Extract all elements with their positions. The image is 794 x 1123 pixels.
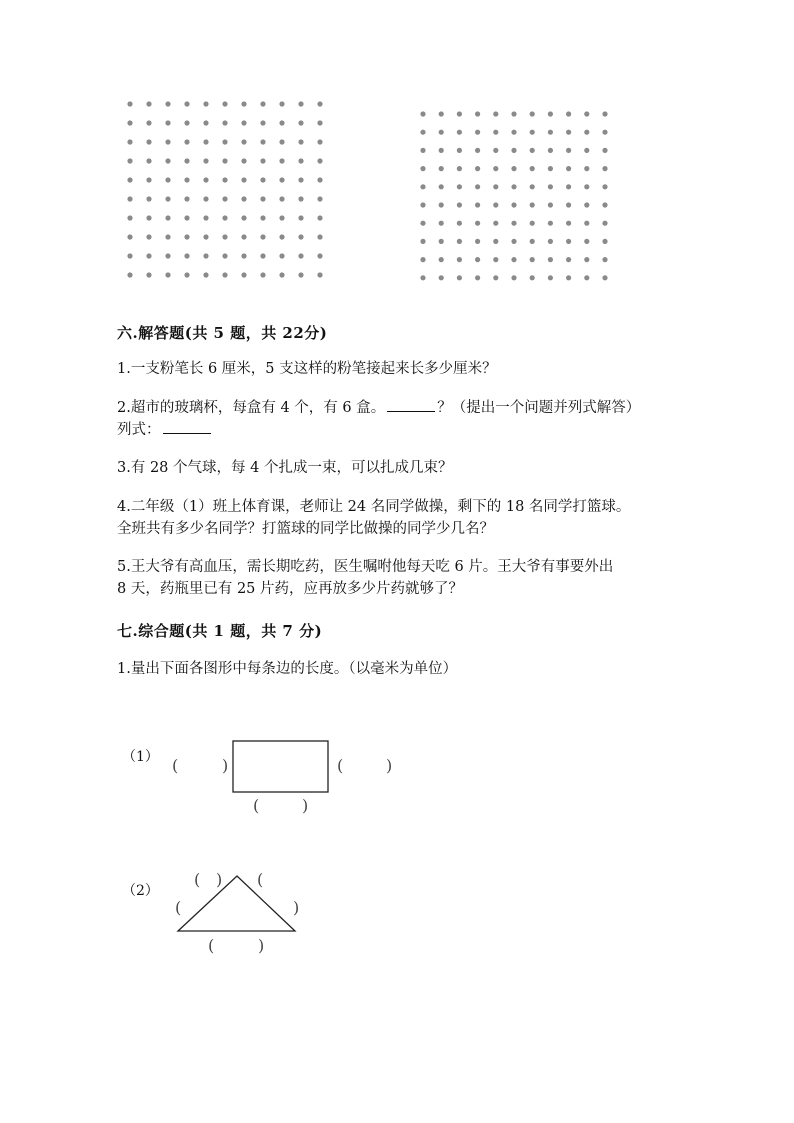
grid-dot — [184, 158, 189, 163]
grid-dot — [548, 184, 553, 189]
grid-dot — [127, 158, 132, 163]
question-text: 量出下面各图形中每条边的长度。（以毫米为单位） — [130, 661, 458, 677]
grid-dot — [530, 111, 535, 116]
grid-dot — [241, 272, 246, 277]
grid-dot — [279, 177, 284, 182]
grid-dot — [475, 184, 480, 189]
question-text: 超市的玻璃杯，每盒有 4 个，有 6 盒。 — [130, 400, 386, 416]
grid-dot — [203, 234, 208, 239]
grid-dot — [222, 120, 227, 125]
grid-dot — [493, 275, 498, 280]
grid-dot — [279, 139, 284, 144]
grid-dot — [298, 215, 303, 220]
grid-dot — [566, 184, 571, 189]
question-number: 5. — [117, 559, 131, 575]
question-6-4 — [117, 496, 717, 540]
grid-dot — [127, 177, 132, 182]
question-7-1 — [117, 658, 717, 680]
grid-dot — [511, 111, 516, 116]
grid-dot — [548, 221, 553, 226]
grid-dot — [439, 239, 444, 244]
formula-blank[interactable] — [163, 419, 211, 434]
grid-dot — [146, 196, 151, 201]
grid-dot — [184, 120, 189, 125]
grid-dot — [165, 253, 170, 258]
grid-dot — [530, 257, 535, 262]
grid-dot — [127, 234, 132, 239]
grid-dot — [584, 221, 589, 226]
grid-dot — [457, 221, 462, 226]
section-seven-title: 七.综合题(共 1 题，共 7 分) — [117, 622, 323, 640]
grid-dot — [279, 158, 284, 163]
question-number: 1. — [117, 361, 131, 377]
grid-dot — [530, 202, 535, 207]
grid-dot — [548, 130, 553, 135]
grid-dot — [584, 184, 589, 189]
grid-dot — [493, 184, 498, 189]
grid-dot — [184, 177, 189, 182]
grid-dot — [584, 148, 589, 153]
grid-dot — [184, 196, 189, 201]
grid-dot — [146, 101, 151, 106]
grid-dot — [439, 111, 444, 116]
grid-dot — [279, 215, 284, 220]
grid-dot — [475, 275, 480, 280]
grid-dot — [548, 166, 553, 171]
right-paren: ) — [293, 898, 300, 917]
grid-dot — [457, 111, 462, 116]
grid-dot — [146, 272, 151, 277]
grid-dot — [317, 120, 322, 125]
grid-dot — [511, 202, 516, 207]
grid-dot — [146, 158, 151, 163]
grid-dot — [146, 253, 151, 258]
grid-dot — [566, 130, 571, 135]
grid-dot — [260, 215, 265, 220]
grid-dot — [260, 234, 265, 239]
question-number: 3. — [117, 460, 131, 476]
question-text: 8 天，药瓶里已有 25 片药，应再放多少片药就够了？ — [117, 581, 464, 597]
grid-dot — [548, 111, 553, 116]
grid-dot — [241, 253, 246, 258]
grid-dot — [457, 202, 462, 207]
grid-dot — [317, 196, 322, 201]
grid-dot — [602, 257, 607, 262]
grid-dot — [165, 196, 170, 201]
grid-dot — [530, 275, 535, 280]
right-paren: ) — [302, 796, 309, 815]
grid-dot — [420, 275, 425, 280]
grid-dot — [602, 148, 607, 153]
question-number: 2. — [117, 400, 131, 416]
grid-dot — [146, 215, 151, 220]
grid-dot — [530, 130, 535, 135]
grid-dot — [222, 253, 227, 258]
grid-dot — [127, 120, 132, 125]
left-paren: ( — [208, 936, 215, 955]
grid-dot — [439, 275, 444, 280]
grid-dot — [146, 234, 151, 239]
grid-dot — [203, 101, 208, 106]
grid-dot — [439, 166, 444, 171]
grid-dot — [420, 257, 425, 262]
grid-dot — [420, 184, 425, 189]
grid-dot — [475, 239, 480, 244]
grid-dot — [439, 221, 444, 226]
grid-dot — [457, 257, 462, 262]
question-text: ？（提出一个问题并列式解答） — [437, 400, 641, 416]
grid-dot — [457, 184, 462, 189]
grid-dot — [222, 234, 227, 239]
grid-dot — [260, 101, 265, 106]
grid-dot — [317, 253, 322, 258]
grid-dot — [511, 148, 516, 153]
figure-1-label: （1） — [122, 749, 159, 765]
grid-dot — [317, 101, 322, 106]
grid-dot — [511, 184, 516, 189]
grid-dot — [457, 275, 462, 280]
grid-dot — [493, 166, 498, 171]
grid-dot — [127, 272, 132, 277]
grid-dot — [493, 130, 498, 135]
grid-dot — [222, 177, 227, 182]
grid-dot — [127, 139, 132, 144]
grid-dot — [127, 253, 132, 258]
grid-dot — [439, 130, 444, 135]
grid-dot — [279, 101, 284, 106]
grid-dot — [184, 234, 189, 239]
left-paren: ( — [253, 796, 260, 815]
grid-dot — [584, 257, 589, 262]
grid-dot — [222, 272, 227, 277]
question-6-5 — [117, 556, 717, 600]
grid-dot — [602, 166, 607, 171]
grid-dot — [127, 215, 132, 220]
grid-dot — [475, 166, 480, 171]
grid-dot — [222, 139, 227, 144]
grid-dot — [317, 215, 322, 220]
grid-dot — [439, 148, 444, 153]
grid-dot — [530, 184, 535, 189]
grid-dot — [602, 202, 607, 207]
grid-dot — [584, 275, 589, 280]
grid-dot — [511, 257, 516, 262]
question-number: 4. — [117, 499, 131, 515]
question-text: 全班共有多少名同学？打篮球的同学比做操的同学少几名？ — [117, 521, 494, 537]
grid-dot — [298, 158, 303, 163]
right-paren: ) — [222, 756, 229, 775]
question-number: 1. — [117, 661, 131, 677]
question-text: 一支粉笔长 6 厘米，5 支这样的粉笔接起来长多少厘米？ — [130, 361, 497, 377]
grid-dot — [222, 101, 227, 106]
grid-dot — [298, 272, 303, 277]
grid-dot — [548, 239, 553, 244]
formula-label: 列式： — [117, 422, 161, 438]
grid-dot — [165, 139, 170, 144]
left-paren: ( — [194, 870, 201, 889]
grid-dot — [241, 101, 246, 106]
grid-dot — [439, 184, 444, 189]
grid-dot — [548, 148, 553, 153]
grid-dot — [475, 130, 480, 135]
question-6-2 — [117, 397, 717, 441]
grid-dot — [279, 253, 284, 258]
grid-dot — [260, 158, 265, 163]
grid-dot — [566, 166, 571, 171]
grid-dot — [602, 184, 607, 189]
grid-dot — [548, 275, 553, 280]
grid-dot — [260, 272, 265, 277]
grid-dot — [420, 166, 425, 171]
grid-dot — [439, 257, 444, 262]
grid-dot — [439, 202, 444, 207]
grid-dot — [127, 196, 132, 201]
grid-dot — [530, 148, 535, 153]
triangle-figure — [172, 870, 302, 936]
grid-dot — [602, 130, 607, 135]
grid-dot — [317, 158, 322, 163]
grid-dot — [241, 139, 246, 144]
grid-dot — [566, 202, 571, 207]
grid-dot — [241, 215, 246, 220]
grid-dot — [511, 130, 516, 135]
grid-dot — [184, 272, 189, 277]
grid-dot — [493, 239, 498, 244]
question-text: 有 28 个气球，每 4 个扎成一束，可以扎成几束？ — [130, 460, 453, 476]
figure-2-label: （2） — [122, 883, 159, 899]
grid-dot — [165, 177, 170, 182]
grid-dot — [420, 221, 425, 226]
grid-dot — [584, 239, 589, 244]
grid-dot — [260, 120, 265, 125]
grid-dot — [548, 202, 553, 207]
grid-dot — [457, 166, 462, 171]
grid-dot — [298, 196, 303, 201]
grid-dot — [566, 221, 571, 226]
grid-dot — [165, 120, 170, 125]
grid-dot — [203, 139, 208, 144]
grid-dot — [279, 272, 284, 277]
grid-dot — [602, 239, 607, 244]
rectangle-figure — [230, 738, 332, 796]
grid-dot — [475, 148, 480, 153]
grid-dot — [584, 111, 589, 116]
grid-dot — [457, 130, 462, 135]
right-paren: ) — [386, 756, 393, 775]
dot-grid-right — [415, 105, 615, 290]
grid-dot — [260, 253, 265, 258]
question-6-3 — [117, 457, 717, 479]
grid-dot — [475, 257, 480, 262]
grid-dot — [317, 177, 322, 182]
grid-dot — [146, 139, 151, 144]
grid-dot — [298, 120, 303, 125]
grid-dot — [279, 196, 284, 201]
grid-dot — [165, 234, 170, 239]
grid-dot — [475, 111, 480, 116]
question-text: 王大爷有高血压，需长期吃药，医生嘱咐他每天吃 6 片。王大爷有事要外出 — [130, 559, 614, 575]
grid-dot — [222, 215, 227, 220]
grid-dot — [165, 272, 170, 277]
grid-dot — [146, 120, 151, 125]
grid-dot — [493, 257, 498, 262]
grid-dot — [203, 158, 208, 163]
grid-dot — [165, 215, 170, 220]
grid-dot — [222, 196, 227, 201]
grid-dot — [279, 234, 284, 239]
grid-dot — [566, 275, 571, 280]
grid-dot — [493, 111, 498, 116]
grid-dot — [566, 257, 571, 262]
grid-dot — [203, 120, 208, 125]
grid-dot — [566, 111, 571, 116]
question-6-1 — [117, 358, 717, 380]
right-paren: ) — [216, 870, 223, 889]
grid-dot — [584, 202, 589, 207]
grid-dot — [146, 177, 151, 182]
grid-dot — [457, 148, 462, 153]
grid-dot — [420, 239, 425, 244]
grid-dot — [165, 158, 170, 163]
grid-dot — [298, 234, 303, 239]
grid-dot — [241, 177, 246, 182]
grid-dot — [241, 234, 246, 239]
grid-dot — [203, 215, 208, 220]
grid-dot — [222, 158, 227, 163]
grid-dot — [420, 202, 425, 207]
grid-dot — [511, 221, 516, 226]
grid-dot — [241, 158, 246, 163]
grid-dot — [602, 275, 607, 280]
section-six-title: 六.解答题(共 5 题，共 22分) — [117, 324, 328, 342]
grid-dot — [420, 130, 425, 135]
grid-dot — [298, 101, 303, 106]
grid-dot — [260, 196, 265, 201]
grid-dot — [493, 202, 498, 207]
grid-dot — [511, 275, 516, 280]
grid-dot — [184, 101, 189, 106]
grid-dot — [203, 272, 208, 277]
grid-dot — [475, 202, 480, 207]
grid-dot — [260, 139, 265, 144]
grid-dot — [298, 139, 303, 144]
grid-dot — [298, 177, 303, 182]
left-paren: ( — [175, 898, 182, 917]
grid-dot — [241, 196, 246, 201]
grid-dot — [530, 239, 535, 244]
left-paren: ( — [172, 756, 179, 775]
grid-dot — [420, 111, 425, 116]
grid-dot — [279, 120, 284, 125]
left-paren: ( — [257, 870, 264, 889]
grid-dot — [548, 257, 553, 262]
grid-dot — [584, 130, 589, 135]
grid-dot — [317, 139, 322, 144]
grid-dot — [260, 177, 265, 182]
grid-dot — [127, 101, 132, 106]
grid-dot — [530, 221, 535, 226]
grid-dot — [165, 101, 170, 106]
grid-dot — [203, 196, 208, 201]
grid-dot — [530, 166, 535, 171]
grid-dot — [420, 148, 425, 153]
grid-dot — [298, 253, 303, 258]
grid-dot — [493, 221, 498, 226]
grid-dot — [584, 166, 589, 171]
answer-blank[interactable] — [387, 397, 435, 412]
grid-dot — [317, 234, 322, 239]
grid-dot — [511, 239, 516, 244]
grid-dot — [457, 239, 462, 244]
grid-dot — [203, 177, 208, 182]
question-text: 二年级（1）班上体育课，老师让 24 名同学做操，剩下的 18 名同学打篮球。 — [130, 499, 631, 515]
grid-dot — [317, 272, 322, 277]
grid-dot — [475, 221, 480, 226]
grid-dot — [602, 111, 607, 116]
grid-dot — [602, 221, 607, 226]
grid-dot — [184, 139, 189, 144]
left-paren: ( — [337, 756, 344, 775]
grid-dot — [241, 120, 246, 125]
grid-dot — [493, 148, 498, 153]
dot-grid-left — [120, 94, 330, 284]
grid-dot — [566, 239, 571, 244]
grid-dot — [184, 215, 189, 220]
right-paren: ) — [258, 936, 265, 955]
grid-dot — [566, 148, 571, 153]
grid-dot — [184, 253, 189, 258]
grid-dot — [203, 253, 208, 258]
grid-dot — [511, 166, 516, 171]
